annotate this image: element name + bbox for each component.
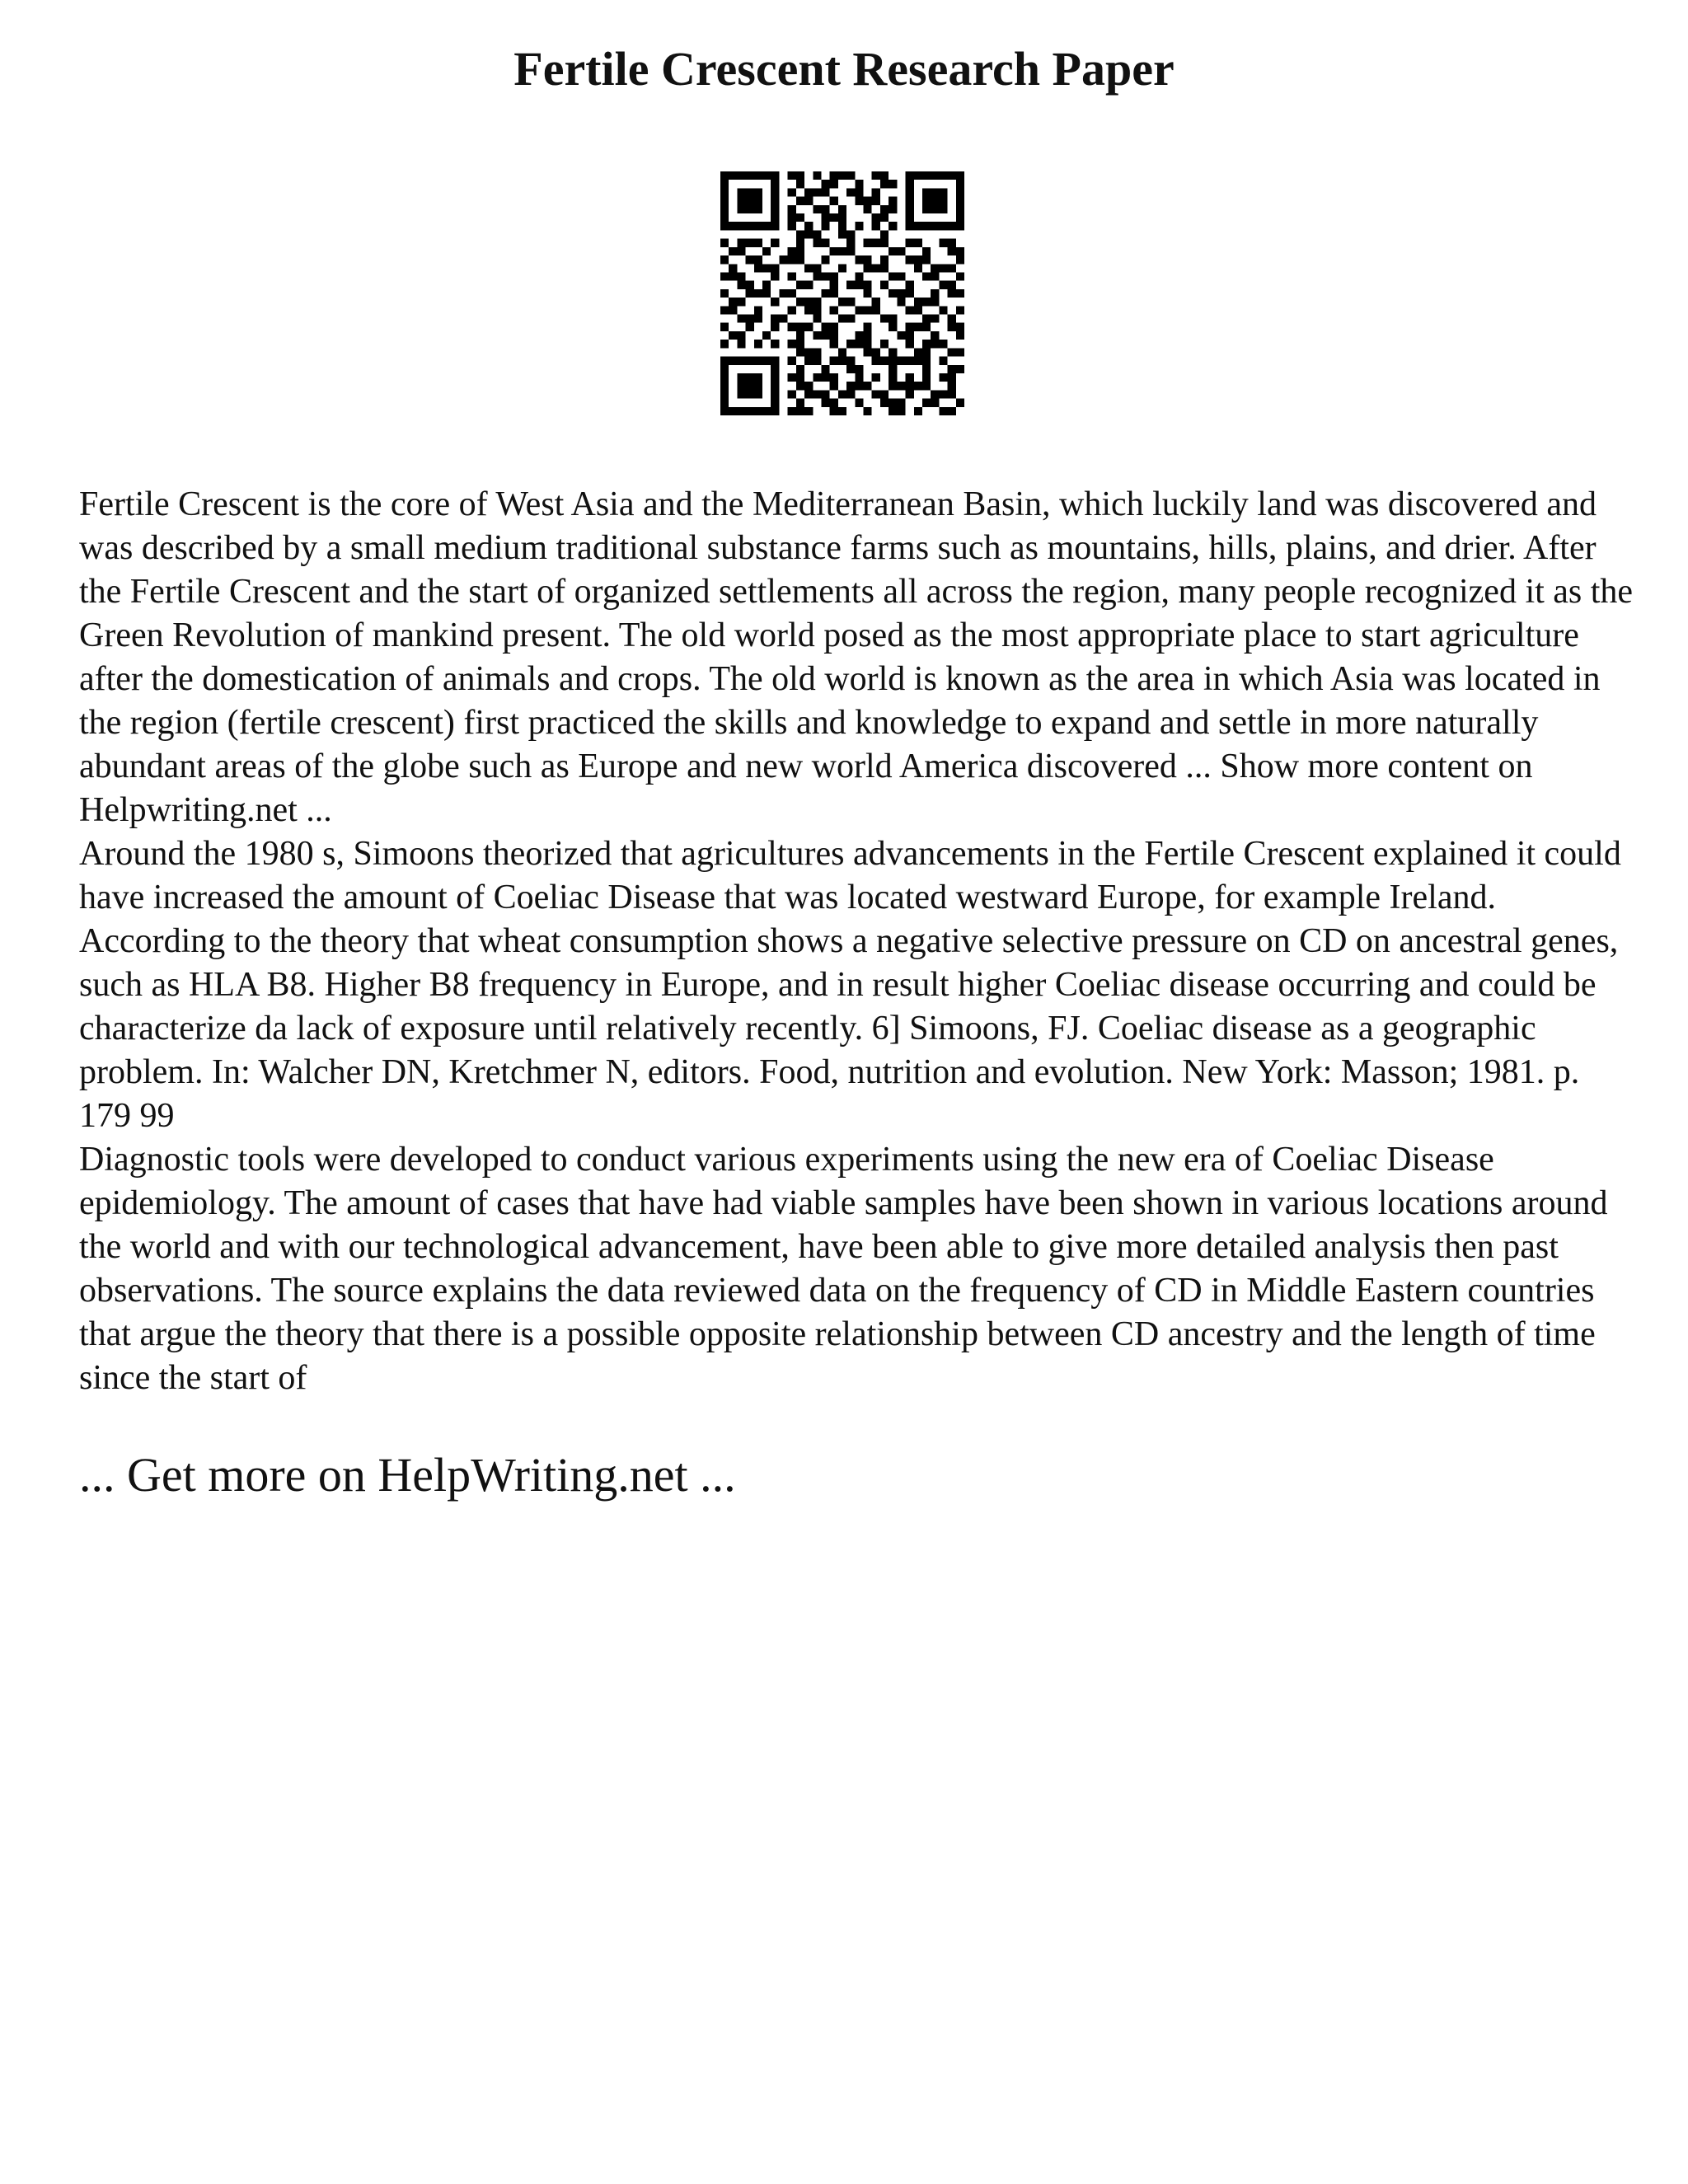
get-more-link[interactable]: ... Get more on HelpWriting.net ... — [79, 1448, 736, 1502]
page-title: Fertile Crescent Research Paper — [513, 42, 1175, 96]
article-body — [79, 483, 1637, 1400]
paragraph-2: Around the 1980 s, Simoons theorized that agricultures advancements in the Fertile Crescent explained it could have increased the amount of Coeliac Disease that was located westward Europe, for example Ireland. According to the theory that wheat consumption shows a negative selective pressure on CD on ancestral genes, such as HLA B8. Higher B8 frequency in Europe, and in result higher Coeliac disease occurring and could be characterize da lack of exposure until relatively recently. 6] Simoons, FJ. Coeliac disease as a geographic problem. In: Walcher DN, Kretchmer N, editors. Food, nutrition and evolution. New York: Masson; 1981. p. 179 99 — [79, 835, 1621, 1135]
qr-code-icon — [720, 171, 964, 415]
paragraph-1: Fertile Crescent is the core of West Asia and the Mediterranean Basin, which luckily land was discovered and was described by a small medium traditional substance farms such as mountains, hills, plains, and drier. After the Fertile Crescent and the start of organized settlements all across the region, many people recognized it as the Green Revolution of mankind present. The old world posed as the most appropriate place to start agriculture after the domestication of animals and crops. The old world is known as the area in which Asia was located in the region (fertile crescent) first practiced the skills and knowledge to expand and settle in more naturally abundant areas of the globe such as Europe and new world America discovered ... Show more content on Helpwriting.net ... — [79, 485, 1634, 829]
paragraph-3: Diagnostic tools were developed to conduct various experiments using the new era of Coeliac Disease epidemiology. The amount of cases that have had viable samples have been shown in various locations around the world and with our technological advancement, have been able to give more detailed analysis then past observations. The source explains the data reviewed data on the frequency of CD in Middle Eastern countries that argue the theory that there is a possible opposite relationship between CD ancestry and the length of time since the start of — [79, 1141, 1608, 1397]
